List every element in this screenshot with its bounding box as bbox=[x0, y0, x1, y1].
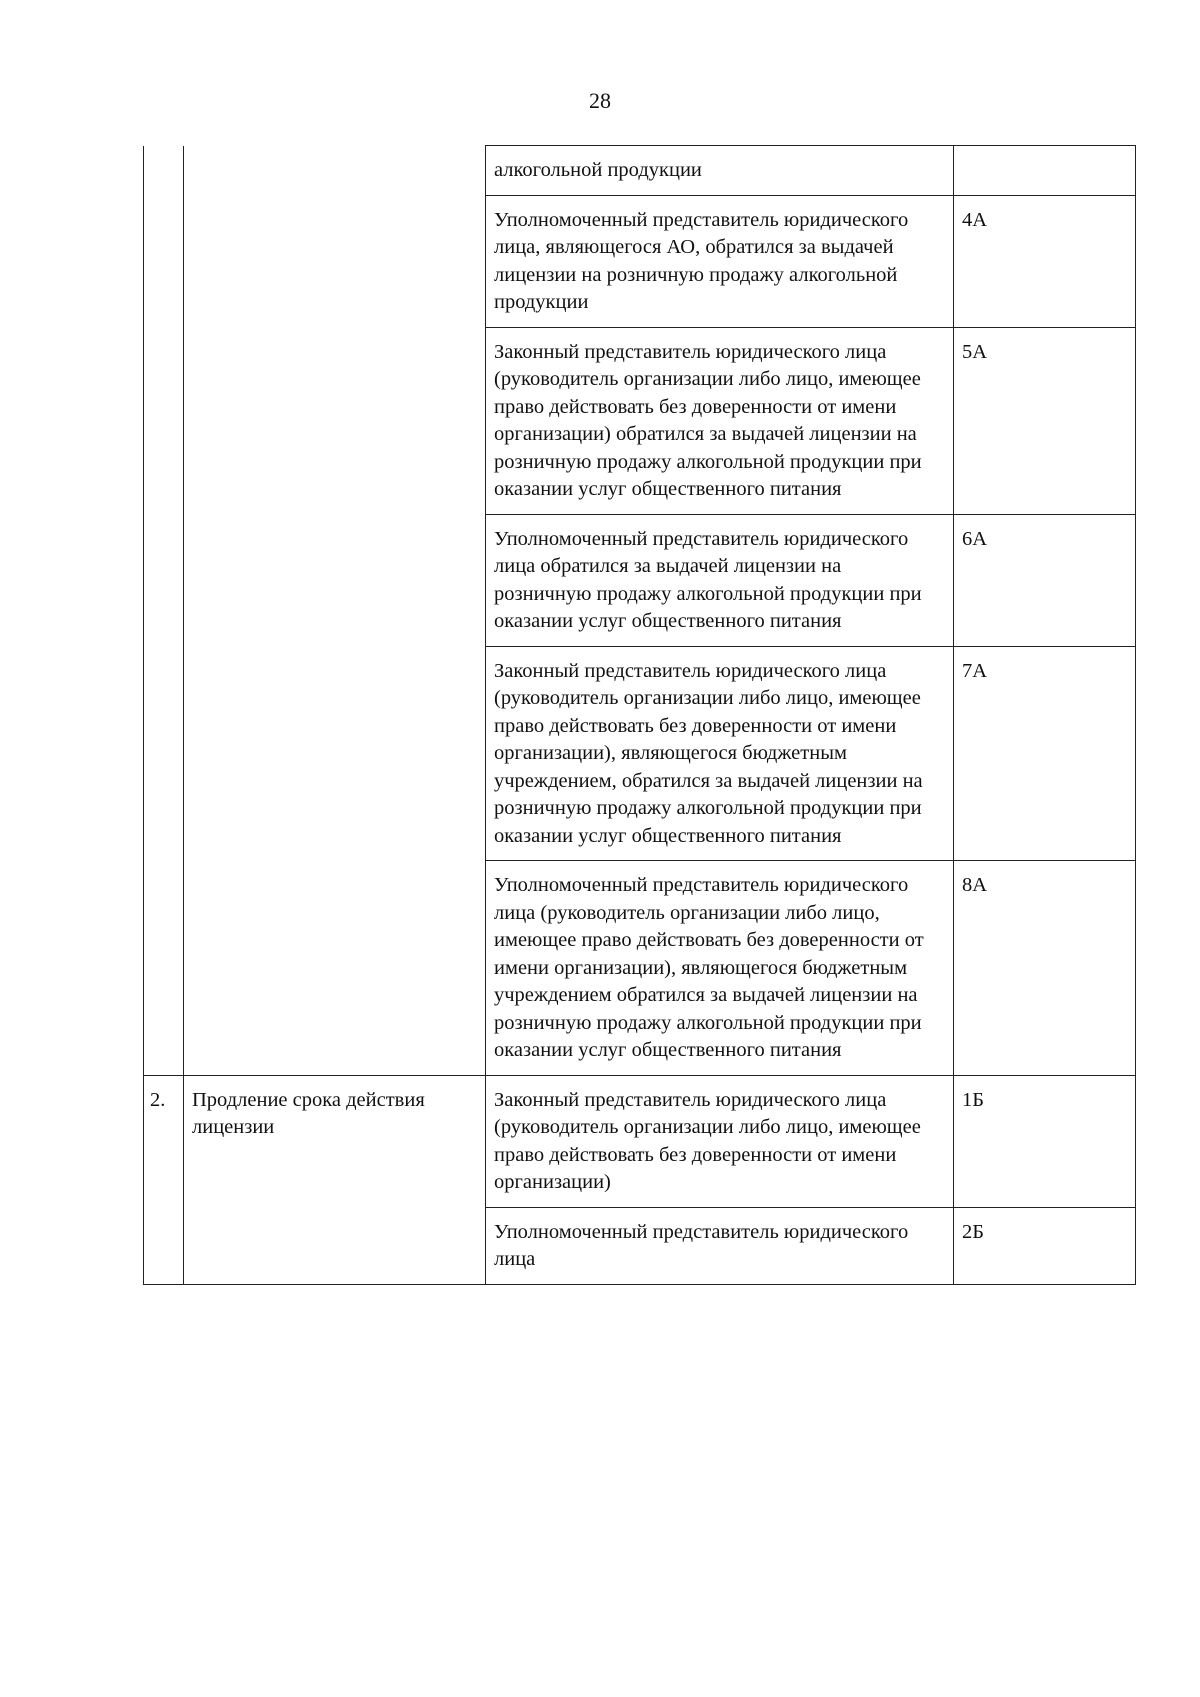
condition-cell: Законный представитель юридического лица (руководитель организации либо лицо, имеющее право действовать без доверенности от имени организации), являющегося бюджетным учреждением, обратился за выдачей лицензии на розничную продажу алкогольной продукции при оказании услуг общественного питания bbox=[486, 646, 954, 861]
condition-cell: Уполномоченный представитель юридического лица обратился за выдачей лицензии на розничную продажу алкогольной продукции при оказании услуг общественного питания bbox=[486, 514, 954, 646]
variant-code-cell: 1Б bbox=[954, 1075, 1136, 1207]
procedure-name-cell bbox=[184, 195, 486, 327]
table-row bbox=[144, 1207, 1136, 1284]
row-number-cell: 2. bbox=[144, 1075, 184, 1207]
table-row bbox=[144, 861, 1136, 1076]
row-number-cell bbox=[144, 646, 184, 861]
row-number-cell bbox=[144, 1207, 184, 1284]
variant-code-cell: 7А bbox=[954, 646, 1136, 861]
condition-cell: Законный представитель юридического лица (руководитель организации либо лицо, имеющее право действовать без доверенности от имени организации) bbox=[486, 1075, 954, 1207]
condition-cell: Уполномоченный представитель юридического лица bbox=[486, 1207, 954, 1284]
procedure-name-cell: Продление срока действия лицензии bbox=[184, 1075, 486, 1207]
condition-cell: Уполномоченный представитель юридического лица, являющегося АО, обратился за выдачей лицензии на розничную продажу алкогольной продукции bbox=[486, 195, 954, 327]
procedure-name-cell bbox=[184, 861, 486, 1076]
table-row bbox=[144, 195, 1136, 327]
table-row bbox=[144, 327, 1136, 514]
variant-code-cell bbox=[954, 146, 1136, 196]
table-row bbox=[144, 514, 1136, 646]
condition-cell: Законный представитель юридического лица (руководитель организации либо лицо, имеющее право действовать без доверенности от имени организации) обратился за выдачей лицензии на розничную продажу алкогольной продукции при оказании услуг общественного питания bbox=[486, 327, 954, 514]
procedure-name-cell bbox=[184, 327, 486, 514]
procedure-name-cell bbox=[184, 146, 486, 196]
variant-code-cell: 8А bbox=[954, 861, 1136, 1076]
variant-code-cell: 6А bbox=[954, 514, 1136, 646]
table-row bbox=[144, 146, 1136, 196]
row-number-cell bbox=[144, 195, 184, 327]
condition-cell: алкогольной продукции bbox=[486, 146, 954, 196]
variant-code-cell: 5А bbox=[954, 327, 1136, 514]
table-row bbox=[144, 1075, 1136, 1207]
variant-code-cell: 4А bbox=[954, 195, 1136, 327]
procedure-name-cell bbox=[184, 646, 486, 861]
row-number-cell bbox=[144, 327, 184, 514]
variant-code-cell: 2Б bbox=[954, 1207, 1136, 1284]
row-number-cell bbox=[144, 514, 184, 646]
row-number-cell bbox=[144, 146, 184, 196]
page-number: 28 bbox=[589, 88, 611, 113]
condition-cell: Уполномоченный представитель юридического лица (руководитель организации либо лицо, имеющее право действовать без доверенности от имени организации), являющегося бюджетным учреждением обратился за выдачей лицензии на розничную продажу алкогольной продукции при оказании услуг общественного питания bbox=[486, 861, 954, 1076]
procedure-name-cell bbox=[184, 1207, 486, 1284]
document-table bbox=[143, 145, 1136, 1285]
row-number-cell bbox=[144, 861, 184, 1076]
table-row bbox=[144, 646, 1136, 861]
procedure-name-cell bbox=[184, 514, 486, 646]
